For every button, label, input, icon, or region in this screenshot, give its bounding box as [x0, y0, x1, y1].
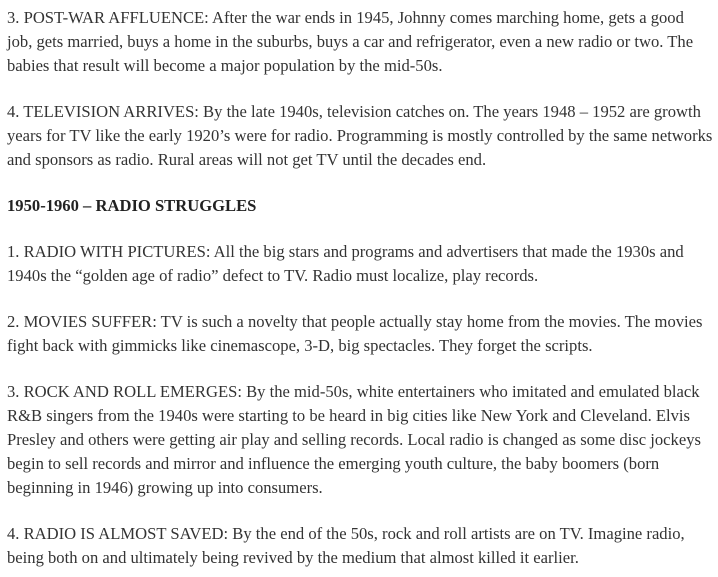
- paragraph-post-war-affluence: 3. POST-WAR AFFLUENCE: After the war ends in 1945, Johnny comes marching home, gets a good job, gets married, buys a home in the suburbs, buys a car and refrigerator, even a new radio or two. The babies that result will become a major population by the mid-50s.: [7, 8, 694, 75]
- paragraph-radio-with-pictures: 1. RADIO WITH PICTURES: All the big stars and programs and advertisers that made the 1930s and 1940s the “golden age of radio” defect to TV. Radio must localize, play records.: [7, 242, 684, 285]
- paragraph-movies-suffer: 2. MOVIES SUFFER: TV is such a novelty that people actually stay home from the movies. The movies fight back with gimmicks like cinemascope, 3-D, big spectacles. They forget the scripts.: [7, 312, 703, 355]
- section-heading-1950-1960: 1950-1960 – RADIO STRUGGLES: [7, 196, 257, 215]
- paragraph-rock-and-roll-emerges: 3. ROCK AND ROLL EMERGES: By the mid-50s, white entertainers who imitated and emulated black R&B singers from the 1940s were starting to be heard in big cities like New York and Cleveland. Elvis Presley and others were getting air play and selling records. Local radio is changed as some disc jockeys begin to sell records and mirror and influence the emerging youth culture, the baby boomers (born beginning in 1946) growing up into consumers.: [7, 382, 701, 497]
- paragraph-radio-almost-saved: 4. RADIO IS ALMOST SAVED: By the end of the 50s, rock and roll artists are on TV. Imagine radio, being both on and ultimately being revived by the medium that almost killed it earlier.: [7, 524, 685, 567]
- paragraph-television-arrives: 4. TELEVISION ARRIVES: By the late 1940s, television catches on. The years 1948 – 1952 are growth years for TV like the early 1920’s were for radio. Programming is mostly controlled by the same networks and sponsors as radio. Rural areas will not get TV until the decades end.: [7, 102, 713, 169]
